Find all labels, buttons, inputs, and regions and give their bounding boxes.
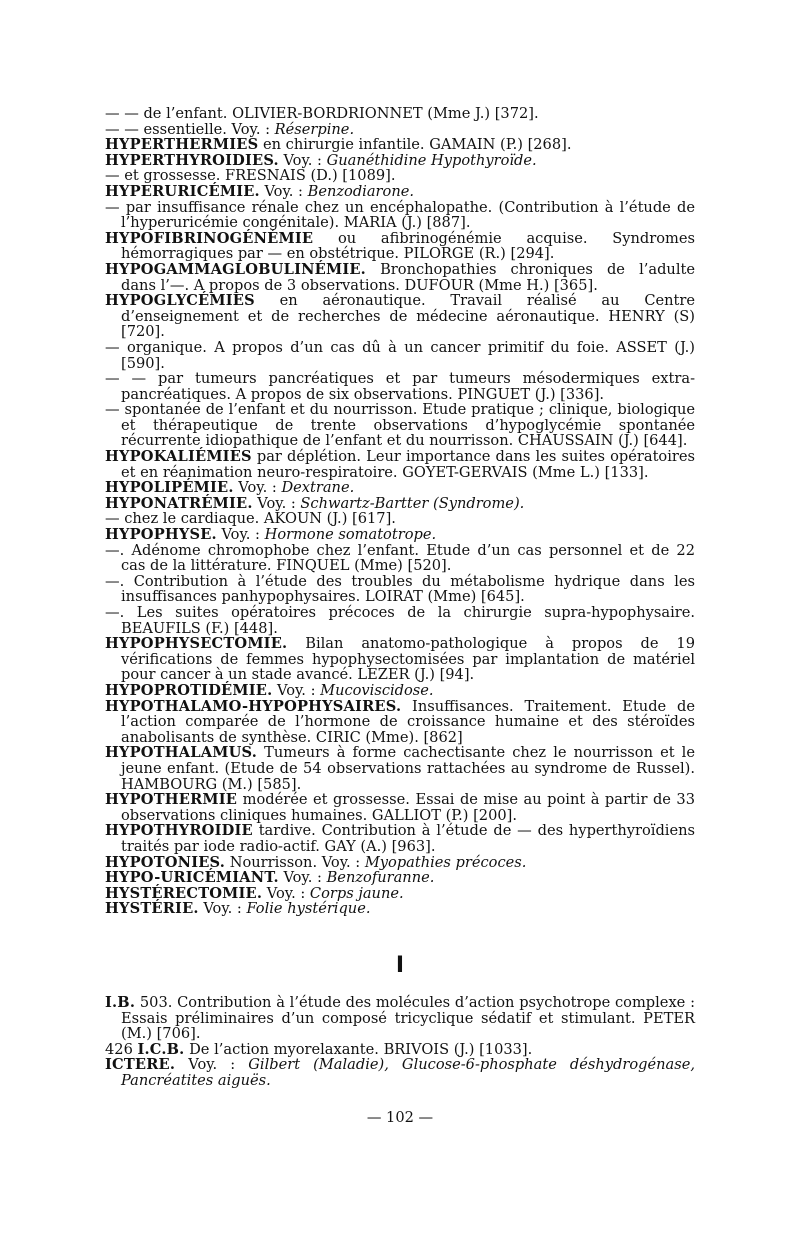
entry-text: ou afibrinogénémie acquise. Syndromes hémorragiques par — en obstétrique. PILORGE (R.) [294]. xyxy=(121,229,695,263)
index-entry xyxy=(105,1057,695,1088)
index-entry xyxy=(105,340,695,371)
entry-it: Réserpine. xyxy=(274,120,355,138)
index-entry xyxy=(105,1042,695,1058)
index-entry xyxy=(105,574,695,605)
entry-kw: HYPERTHYROIDIES. xyxy=(105,151,279,169)
entry-kw: HYPOPHYSE. xyxy=(105,526,217,544)
index-entry xyxy=(105,122,695,138)
entry-text: tardive. Contribution à l’étude de — des hyperthyroïdiens traités par iode radio-actif. GAY (A.) [963]. xyxy=(121,822,695,855)
entry-it: Benzofuranne. xyxy=(326,869,435,887)
entry-it: Schwartz-Bartter (Syndrome). xyxy=(300,494,525,512)
entry-kw: HYPONATRÉMIE. xyxy=(105,494,253,512)
entry-kw: HYPOTHERMIE xyxy=(105,791,238,809)
entry-it: Dextrane. xyxy=(281,479,355,497)
entry-kw: HYPOTHYROIDIE xyxy=(105,822,253,840)
entry-text: en aéronautique. Travail réalisé au Centre d’enseignement et de recherches de médecine aéronautique. HENRY (S) [720]. xyxy=(121,292,695,341)
index-entry xyxy=(105,543,695,574)
entry-text: Voy. : xyxy=(262,884,310,902)
index-entries-i xyxy=(105,995,695,1089)
entry-prefix: 426 xyxy=(105,1040,138,1058)
entry-text: De l’action myorelaxante. BRIVOIS (J.) [1033]. xyxy=(184,1040,533,1058)
entry-text: Voy. : xyxy=(278,151,327,169)
entry-kw: I.C.B. xyxy=(137,1040,185,1058)
entry-text: chez le cardiaque. AKOUN (J.) [617]. xyxy=(124,510,396,528)
entry-prefix: — xyxy=(105,167,125,185)
entry-text: Voy. : xyxy=(233,479,282,497)
index-entry xyxy=(105,137,695,153)
entry-prefix: — — xyxy=(105,105,144,122)
index-entry xyxy=(105,699,695,746)
entry-text: en chirurgie infantile. GAMAIN (P.) [268]. xyxy=(258,136,572,154)
entry-it: Corps jaune. xyxy=(309,884,404,902)
entry-kw: I.B. xyxy=(105,994,136,1011)
index-entry xyxy=(105,168,695,184)
entry-prefix: —. xyxy=(105,604,137,621)
entry-text: Voy. : xyxy=(278,869,327,887)
entry-text: de l’enfant. OLIVIER-BORDRIONNET (Mme J.) [372]. xyxy=(143,105,539,122)
index-entry xyxy=(105,402,695,449)
index-entry xyxy=(105,293,695,340)
entry-prefix: — — xyxy=(105,120,144,138)
entry-text: Voy. : xyxy=(216,526,265,544)
entry-prefix: — xyxy=(105,338,127,356)
index-entry xyxy=(105,371,695,402)
index-entry xyxy=(105,870,695,886)
section-letter: I xyxy=(395,953,405,978)
index-entry xyxy=(105,200,695,231)
entry-prefix: —. xyxy=(105,572,134,590)
entry-prefix: — xyxy=(105,401,125,419)
entry-text: spontanée de l’enfant et du nourrisson. Etude pratique ; clinique, biologique et thérapeutique de trente observations d’hypoglycémie spontanée récurrente idiopathique de l’enfant et du nourrisson. CHAUSSAIN (J.) [644]. xyxy=(121,401,696,450)
entry-kw: HYPOGAMMAGLOBULINÉMIE. xyxy=(105,260,366,278)
index-entry xyxy=(105,886,695,902)
entry-text: organique. A propos d’un cas dû à un cancer primitif du foie. ASSET (J.) [590]. xyxy=(121,338,695,372)
entry-prefix: — xyxy=(105,198,126,216)
index-entry xyxy=(105,605,695,636)
entry-text: par tumeurs pancréatiques et par tumeurs mésodermiques extra-pancréatiques. A propos de six observations. PINGUET (J.) [336]. xyxy=(121,370,696,403)
entry-kw: HYPOTHALAMO-HYPOPHYSAIRES. xyxy=(105,697,402,715)
entry-text: Voy. : xyxy=(259,182,308,200)
entry-it: Folie hystérique. xyxy=(246,900,371,918)
entry-text: Insuffisances. Traitement. Etude de l’action comparée de l’hormone de croissance humaine et des stéroïdes anabolisants de synthèse. CIRIC (Mme). [862] xyxy=(121,697,695,746)
entry-kw: HYSTÉRIE. xyxy=(105,900,199,918)
entry-it: Benzodiarone. xyxy=(307,182,414,200)
entry-text: Bilan anatomo-pathologique à propos de 19 vérifications de femmes hypophysectomisées par implantation de matériel pour cancer à un stade avancé. LEZER (J.) [94]. xyxy=(121,635,695,684)
entry-prefix: — xyxy=(105,510,125,528)
index-entry xyxy=(105,745,695,792)
entry-kw: HYSTÉRECTOMIE. xyxy=(105,884,263,902)
index-entry xyxy=(105,262,695,293)
entry-prefix: — — xyxy=(105,370,159,388)
entry-it: Hormone somatotrope. xyxy=(264,526,437,544)
index-entry xyxy=(105,636,695,683)
index-entries xyxy=(105,106,695,917)
entry-text: Voy. : xyxy=(272,681,321,699)
entry-text: et grossesse. FRESNAIS (D.) [1089]. xyxy=(124,167,396,185)
entry-kw: HYPERTHERMIES xyxy=(105,136,259,154)
entry-kw: HYPOLIPÉMIE. xyxy=(105,479,234,497)
index-entry xyxy=(105,449,695,480)
index-entry xyxy=(105,184,695,200)
page-number: — 102 — xyxy=(366,1109,434,1126)
entry-text: Contribution à l’étude des troubles du métabolisme hydrique dans les insuffisances panhypophysaires. LOIRAT (Mme) [645]. xyxy=(121,572,695,606)
entry-prefix: —. xyxy=(105,541,132,559)
entry-text: Tumeurs à forme cachectisante chez le nourrisson et le jeune enfant. (Etude de 54 observations rattachées au syndrome de Russel). HAMBOURG (M.) [585]. xyxy=(121,744,695,793)
entry-it: Mucoviscidose. xyxy=(320,681,434,699)
entry-text: Voy. : xyxy=(175,1056,249,1074)
index-entry xyxy=(105,901,695,917)
index-entry xyxy=(105,480,695,496)
index-entry xyxy=(105,823,695,854)
entry-kw: HYPOPHYSECTOMIE. xyxy=(105,635,288,653)
entry-text: Les suites opératoires précoces de la chirurgie supra-hypophysaire. BEAUFILS (F.) [448]. xyxy=(121,604,696,637)
entry-kw: HYPOGLYCÉMIES xyxy=(105,292,255,310)
entry-kw: ICTERE. xyxy=(105,1056,176,1074)
entry-text: 503. Contribution à l’étude des molécules d’action psychotrope complexe : Essais préliminaires d’un composé tricyclique sédatif et stimulant. PETER (M.) [706]. xyxy=(121,994,695,1043)
entry-text: par déplétion. Leur importance dans les suites opératoires et en réanimation neuro-respiratoire. GOYET-GERVAIS (Mme L.) [133]. xyxy=(121,448,695,481)
index-entry xyxy=(105,153,695,169)
entry-text: essentielle. Voy. : xyxy=(143,120,275,138)
index-entry xyxy=(105,792,695,823)
index-entry xyxy=(105,995,695,1042)
entry-kw: HYPOPROTIDÉMIE. xyxy=(105,681,273,699)
index-entry xyxy=(105,855,695,871)
entry-text: par insuffisance rénale chez un encéphalopathe. (Contribution à l’étude de l’hyperuricémie congénitale). MARIA (J.) [887]. xyxy=(121,198,695,232)
index-entry xyxy=(105,527,695,543)
index-entry xyxy=(105,683,695,699)
entry-kw: HYPO-URICÉMIANT. xyxy=(105,869,279,887)
index-entry xyxy=(105,231,695,262)
index-entry xyxy=(105,106,695,122)
entry-kw: HYPOTONIES. xyxy=(105,853,226,871)
entry-kw: HYPOFIBRINOGÉNÉMIE xyxy=(105,229,314,247)
entry-kw: HYPERURICÉMIE. xyxy=(105,182,260,200)
index-entry xyxy=(105,511,695,527)
entry-kw: HYPOTHALAMUS. xyxy=(105,744,258,762)
entry-text: Bronchopathies chroniques de l’adulte dans l’—. A propos de 3 observations. DUFOUR (Mme H.) [365]. xyxy=(121,260,695,294)
entry-text: Voy. : xyxy=(198,900,247,918)
index-entry xyxy=(105,496,695,512)
entry-it: Guanéthidine Hypothyroïde. xyxy=(326,151,537,169)
entry-text: Nourrisson. Voy. : xyxy=(225,853,365,871)
entry-kw: HYPOKALIÉMIES xyxy=(105,448,252,466)
entry-tail: Glucose-6-phosphate déshydrogénase, Pancréatites aiguës. xyxy=(121,1056,695,1089)
entry-text: Adénome chromophobe chez l’enfant. Etude d’un cas personnel et de 22 cas de la littérature. FINQUEL (Mme) [520]. xyxy=(121,541,696,575)
entry-text: Voy. : xyxy=(252,494,301,512)
entry-it: Gilbert (Maladie), xyxy=(248,1056,389,1074)
entry-it: Myopathies précoces. xyxy=(364,853,527,871)
entry-text: modérée et grossesse. Essai de mise au point à partir de 33 observations cliniques humaines. GALLIOT (P.) [200]. xyxy=(121,791,695,824)
